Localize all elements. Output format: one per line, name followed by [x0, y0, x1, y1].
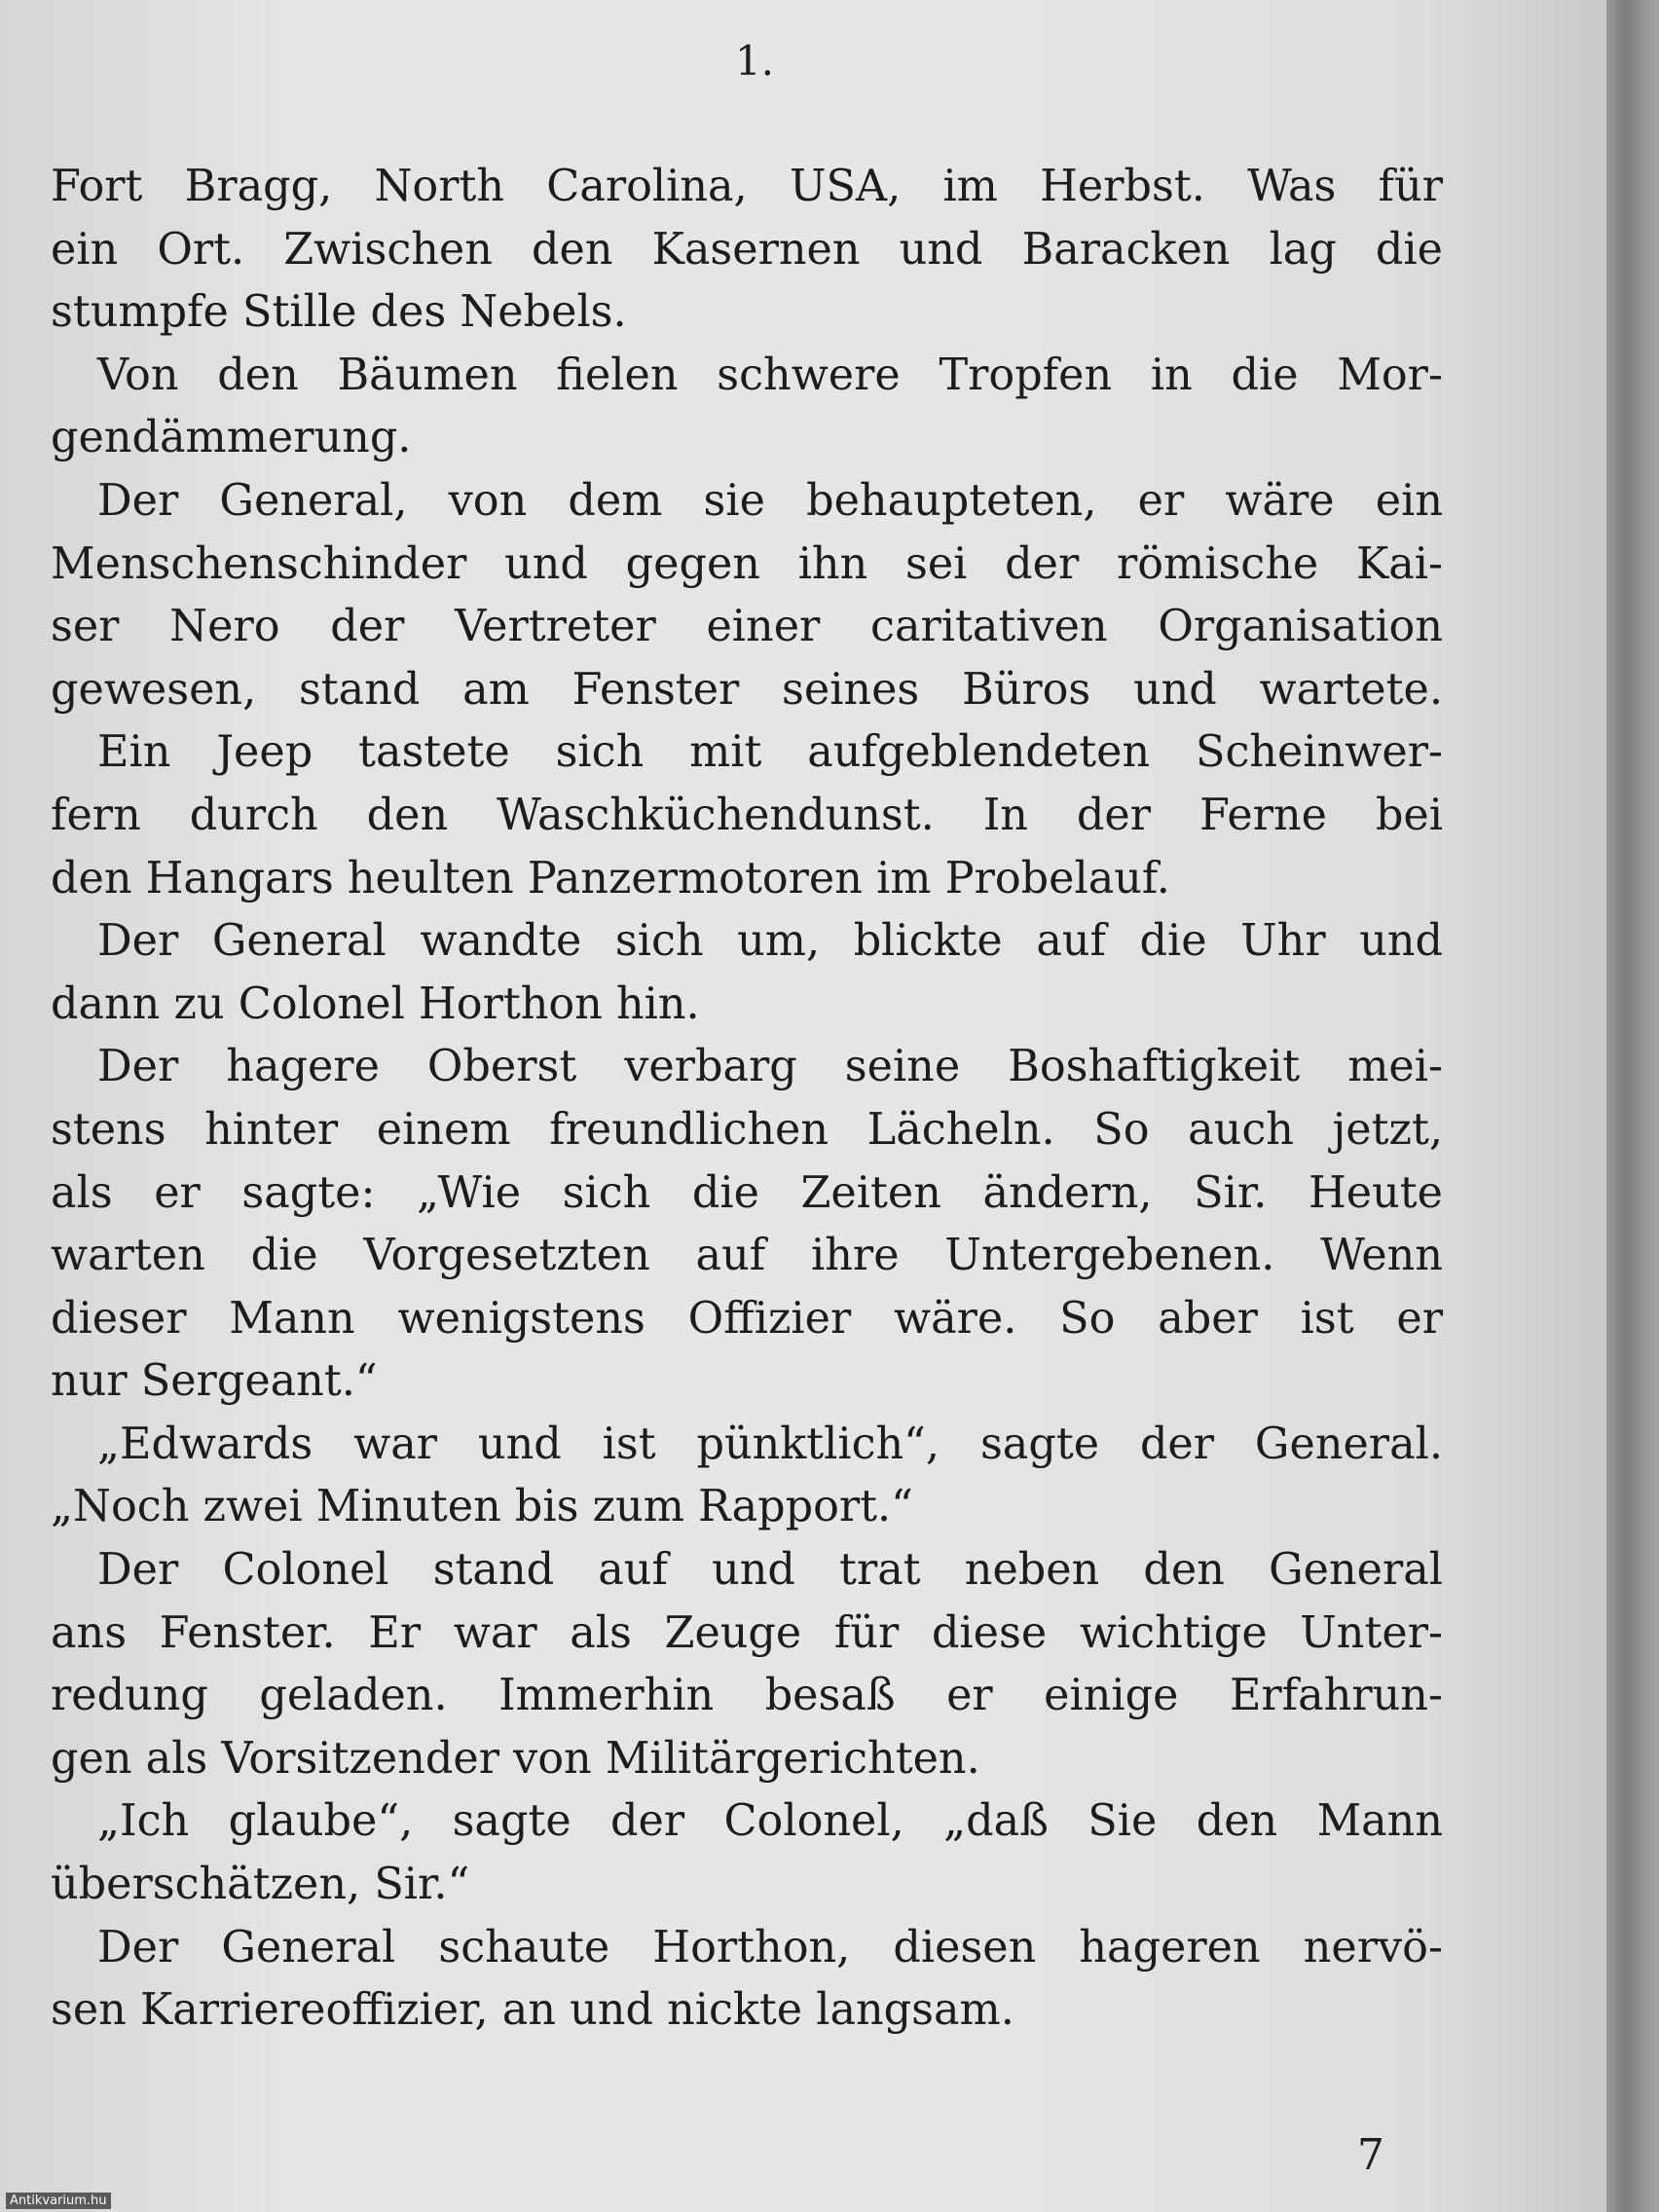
text-line: Der Colonel stand auf und trat neben den General	[97, 1545, 1443, 1596]
text-line: stumpfe Stille des Nebels.	[51, 287, 627, 338]
text-line: Der General wandte sich um, blickte auf die Uhr und	[97, 916, 1443, 967]
text-line: „Noch zwei Minuten bis zum Rapport.“	[51, 1482, 913, 1532]
text-line: ans Fenster. Er war als Zeuge für diese wichtige Unter-	[51, 1607, 1443, 1658]
text-line: Der General schaute Horthon, diesen hageren nervö-	[97, 1922, 1443, 1972]
text-line: redung geladen. Immerhin besaß er einige Erfahrun-	[51, 1671, 1443, 1721]
text-line: sen Karriereoffizier, an und nickte langsam.	[51, 1985, 1014, 2036]
text-line: „Edwards war und ist pünktlich“, sagte der General.	[97, 1419, 1443, 1469]
text-line: stens hinter einem freundlichen Lächeln. So auch jetzt,	[51, 1104, 1443, 1155]
text-line: gendämmerung.	[51, 413, 412, 463]
chapter-number: 1.	[734, 37, 775, 85]
text-line: Der General, von dem sie behaupteten, er wäre ein	[97, 475, 1443, 526]
text-line: gewesen, stand am Fenster seines Büros und wartete.	[51, 664, 1443, 715]
text-line: dann zu Colonel Horthon hin.	[51, 978, 700, 1029]
text-line: dieser Mann wenigstens Offizier wäre. So aber ist er	[51, 1293, 1443, 1344]
text-line: Menschenschinder und gegen ihn sei der römische Kai-	[51, 538, 1443, 589]
page-number: 7	[1357, 2130, 1384, 2180]
text-line: nur Sergeant.“	[51, 1356, 378, 1407]
text-line: Von den Bäumen fielen schwere Tropfen in die Mor-	[97, 350, 1443, 400]
text-line: ser Nero der Vertreter einer caritativen Organisation	[51, 602, 1443, 652]
text-line: den Hangars heulten Panzermotoren im Probelauf.	[51, 853, 1170, 903]
text-line: überschätzen, Sir.“	[51, 1860, 470, 1910]
text-line: Der hagere Oberst verbarg seine Boshaftigkeit mei-	[97, 1042, 1443, 1092]
text-line: gen als Vorsitzender von Militärgerichten.	[51, 1733, 980, 1784]
text-line: ein Ort. Zwischen den Kasernen und Baracken lag die	[51, 224, 1443, 275]
text-line: fern durch den Waschküchendunst. In der Ferne bei	[51, 790, 1443, 840]
body-text	[51, 156, 1443, 2043]
text-line: Fort Bragg, North Carolina, USA, im Herbst. Was für	[51, 162, 1443, 211]
text-line: als er sagte: „Wie sich die Zeiten ändern, Sir. Heute	[51, 1167, 1443, 1218]
text-line: „Ich glaube“, sagte der Colonel, „daß Sie den Mann	[97, 1796, 1443, 1847]
book-binding-edge	[1606, 0, 1659, 2212]
text-line: warten die Vorgesetzten auf ihre Untergebenen. Wenn	[51, 1231, 1443, 1281]
watermark: Antikvarium.hu	[6, 2193, 111, 2209]
text-line: Ein Jeep tastete sich mit aufgeblendeten Scheinwer-	[97, 727, 1443, 778]
